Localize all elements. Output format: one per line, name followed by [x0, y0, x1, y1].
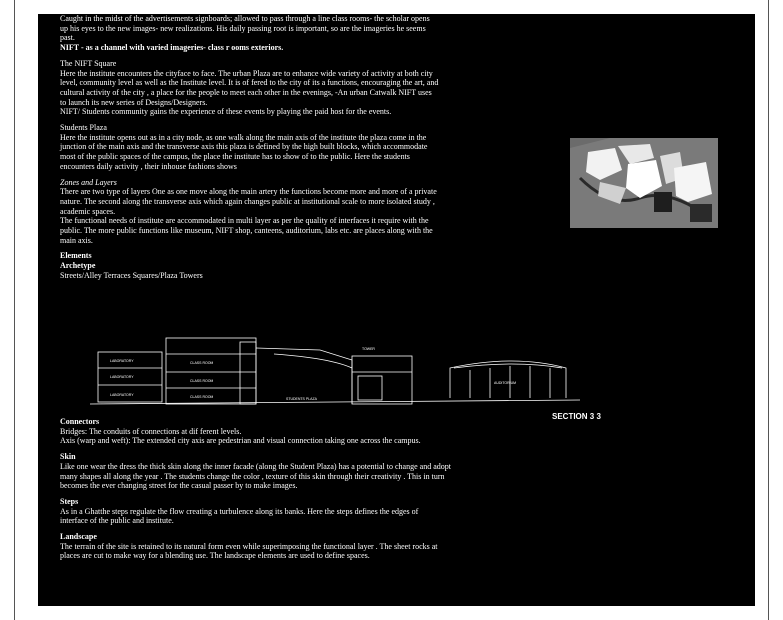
page-edge-right [768, 0, 769, 620]
steps-line: As in a Ghatthe steps regulate the flow creating a turbulence along its banks. Here the steps defines the edges of [60, 506, 419, 516]
site-model-photo [570, 138, 718, 228]
class-room-label: CLASS ROOM [190, 379, 214, 383]
zones-title: Zones and Layers [60, 177, 117, 187]
lower-text-block [60, 417, 560, 561]
intro-line: past. [60, 33, 75, 43]
section-drawing [90, 328, 580, 418]
nift-square-line: level, community level as well as the Institute level. It is of fered to the city of its a functions, encouraging the art, and [60, 78, 439, 88]
nift-square-line: Here the institute encounters the cityface to face. The urban Plaza are to enhance wide variety of activity at both city [60, 68, 433, 78]
zones-line: main axis. [60, 235, 93, 245]
students-plaza-title: Students Plaza [60, 123, 107, 133]
steps-title: Steps [60, 496, 79, 506]
zones-line: public. The more public functions like museum, NIFT shop, canteens, auditorium, labs etc. are places along with the [60, 226, 433, 236]
class-room-label: CLASS ROOM [190, 395, 214, 399]
intro-line: Caught in the midst of the advertisements signboards; allowed to pass through a line class rooms- the scholar opens [60, 14, 430, 23]
landscape-title: Landscape [60, 532, 97, 542]
archetype-types: Streets/Alley Terraces Squares/Plaza Towers [60, 270, 203, 280]
landscape-line: places are cut to make way for a blending use. The landscape elements are used to define spaces. [60, 551, 370, 561]
page-edge-left [14, 0, 15, 620]
students-plaza-line: encounters daily activity , their inhouse fashions shows [60, 161, 237, 171]
tower-label: TOWER [362, 347, 375, 351]
zones-line: There are two type of layers One as one move along the main artery the functions become more and more of a private [60, 187, 437, 197]
nift-square-line: to launch its new series of Designs/Designers. [60, 97, 208, 107]
skin-line: becomes the ever changing street for the casual passer by to make images. [60, 481, 298, 491]
zones-line: academic spaces. [60, 206, 116, 216]
auditorium-label: AUDITORIUM [494, 381, 517, 385]
laboratory-label: LABORATORY [110, 393, 134, 397]
laboratory-label: LABORATORY [110, 375, 134, 379]
laboratory-label: LABORATORY [110, 359, 134, 363]
connectors-line: Axis (warp and weft): The extended city axis are pedestrian and visual connection taking one across the campus. [60, 436, 421, 446]
landscape-line: The terrain of the site is retained to its natural form even while superimposing the functional layer . The sheet rocks at [60, 541, 438, 551]
elements-title: Elements [60, 251, 92, 261]
students-plaza-line: most of the public spaces of the campus, the place the institute has to show of to the public. Here the students [60, 152, 410, 162]
archetype-title: Archetype [60, 261, 96, 271]
plaza-label: STUDENTS PLAZA [286, 397, 317, 401]
intro-line: up his eyes to the new images- new realizations. His daily passing root is important, so are the imageries he seems [60, 23, 426, 33]
upper-text-block [60, 14, 540, 281]
connectors-title: Connectors [60, 417, 100, 426]
nift-square-line: cultural activity of the city , a place for the people to meet each other in the evenings, -An urban Catwalk NIFT uses [60, 87, 432, 97]
nift-square-line: NIFT/ Students community gains the experience of these events by playing the paid host for the events. [60, 107, 392, 117]
students-plaza-line: junction of the main axis and the transverse axis this plaza is defined by the high built blocks, which accommodate [60, 142, 428, 152]
zones-line: The functional needs of institute are accommodated in multi layer as per the quality of interfaces it require with the [60, 216, 429, 226]
connectors-line: Bridges: The conduits of connections at dif ferent levels. [60, 426, 242, 436]
intro-heading: NIFT - as a channel with varied imageries- class r ooms exteriors. [60, 43, 284, 53]
zones-line: nature. The second along the transverse axis which again changes public at institutional scale to more isolated study , [60, 196, 435, 206]
skin-line: many shapes all along the year . The students change the color , texture of this skin through their creativity . This in turn [60, 471, 445, 481]
section-label: SECTION 3 3 [552, 412, 601, 421]
class-room-label: CLASS ROOM [190, 361, 214, 365]
nift-square-title: The NIFT Square [60, 58, 117, 68]
skin-title: Skin [60, 452, 76, 462]
document-page [38, 14, 755, 606]
students-plaza-line: Here the institute opens out as in a city node, as one walk along the main axis of the institute the plaza come in the [60, 132, 427, 142]
skin-line: Like one wear the dress the thick skin along the inner facade (along the Student Plaza) has a potential to change and adopt [60, 461, 451, 471]
steps-line: interface of the public and institute. [60, 516, 174, 526]
